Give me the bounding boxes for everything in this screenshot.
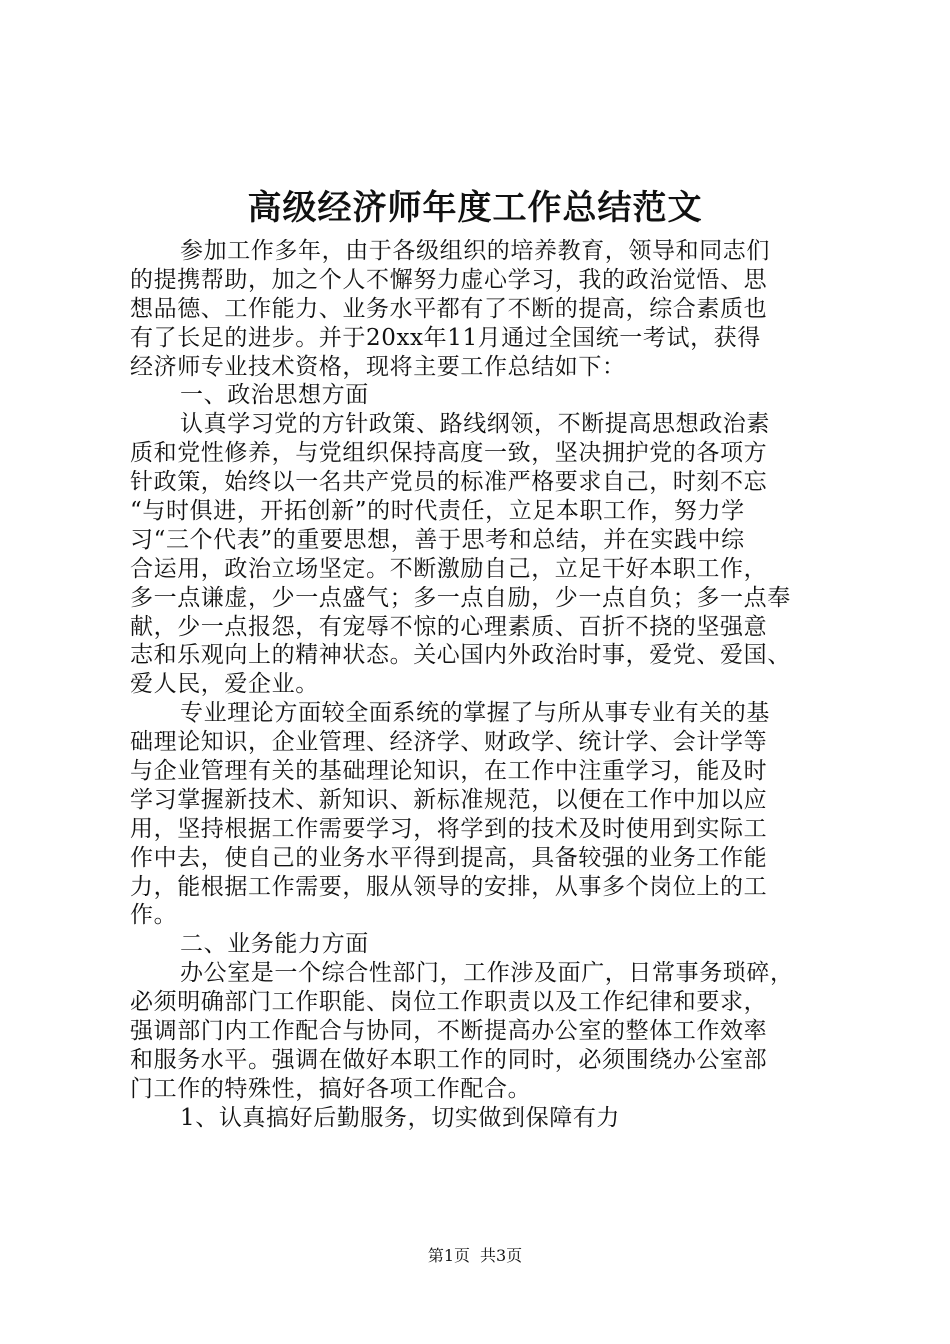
text-line: 作。 (130, 902, 178, 929)
text-line: 有了长足的进步。并于20xx年11月通过全国统一考试，获得 (130, 324, 761, 351)
page-total: 共3页 (480, 1246, 523, 1265)
document-title: 高级经济师年度工作总结范文 (247, 188, 703, 228)
page-footer (0, 1244, 950, 1268)
text-line: 质和党性修养，与党组织保持高度一致，坚决拥护党的各项方 (130, 440, 768, 467)
text-line: 参加工作多年，由于各级组织的培养教育，领导和同志们 (180, 238, 770, 264)
text-line: 认真学习党的方针政策、路线纲领，不断提高思想政治素 (180, 411, 770, 438)
text-line: 想品德、工作能力、业务水平都有了不断的提高，综合素质也 (130, 295, 768, 322)
text-line: 与企业管理有关的基础理论知识，在工作中注重学习，能及时 (130, 758, 768, 785)
text-line: 多一点谦虚，少一点盛气；多一点自励，少一点自负；多一点奉 (130, 584, 791, 611)
subsection-heading: 1、认真搞好后勤服务，切实做到保障有力 (180, 1104, 621, 1131)
text-line: 爱人民，爱企业。 (130, 671, 319, 698)
text-line: 础理论知识，企业管理、经济学、财政学、统计学、会计学等 (130, 729, 768, 756)
text-line: 和服务水平。强调在做好本职工作的同时，必须围绕办公室部 (130, 1046, 768, 1073)
text-line: 针政策，始终以一名共产党员的标准严格要求自己，时刻不忘 (130, 469, 768, 496)
section-heading: 一、政治思想方面 (180, 382, 369, 409)
text-line: “与时俱进，开拓创新”的时代责任，立足本职工作，努力学 (130, 498, 745, 525)
text-line: 用，坚持根据工作需要学习，将学到的技术及时使用到实际工 (130, 815, 768, 842)
document-body (130, 237, 830, 1133)
text-line: 作中去，使自己的业务水平得到提高，具备较强的业务工作能 (130, 844, 768, 871)
text-line: 献，少一点报怨，有宠辱不惊的心理素质、百折不挠的坚强意 (130, 613, 768, 640)
text-line: 合运用，政治立场坚定。不断激励自己，立足干好本职工作， (130, 555, 768, 582)
text-line: 习“三个代表”的重要思想，善于思考和总结，并在实践中综 (130, 526, 745, 553)
text-line: 专业理论方面较全面系统的掌握了与所从事专业有关的基 (180, 700, 770, 727)
text-line: 学习掌握新技术、新知识、新标准规范，以便在工作中加以应 (130, 786, 768, 813)
text-line: 门工作的特殊性，搞好各项工作配合。 (130, 1075, 532, 1102)
text-line: 强调部门内工作配合与协同，不断提高办公室的整体工作效率 (130, 1018, 768, 1045)
text-line: 志和乐观向上的精神状态。关心国内外政治时事，爱党、爱国、 (130, 642, 791, 669)
text-line: 力，能根据工作需要，服从领导的安排，从事多个岗位上的工 (130, 873, 768, 900)
text-line: 经济师专业技术资格，现将主要工作总结如下： (130, 353, 626, 380)
text-line: 办公室是一个综合性部门，工作涉及面广，日常事务琐碎， (180, 960, 794, 987)
text-line: 的提携帮助，加之个人不懈努力虚心学习，我的政治觉悟、思 (130, 266, 768, 293)
section-heading: 二、业务能力方面 (180, 931, 369, 958)
text-line: 必须明确部门工作职能、岗位工作职责以及工作纪律和要求， (130, 989, 768, 1016)
page-number: 第1页 (427, 1246, 470, 1265)
